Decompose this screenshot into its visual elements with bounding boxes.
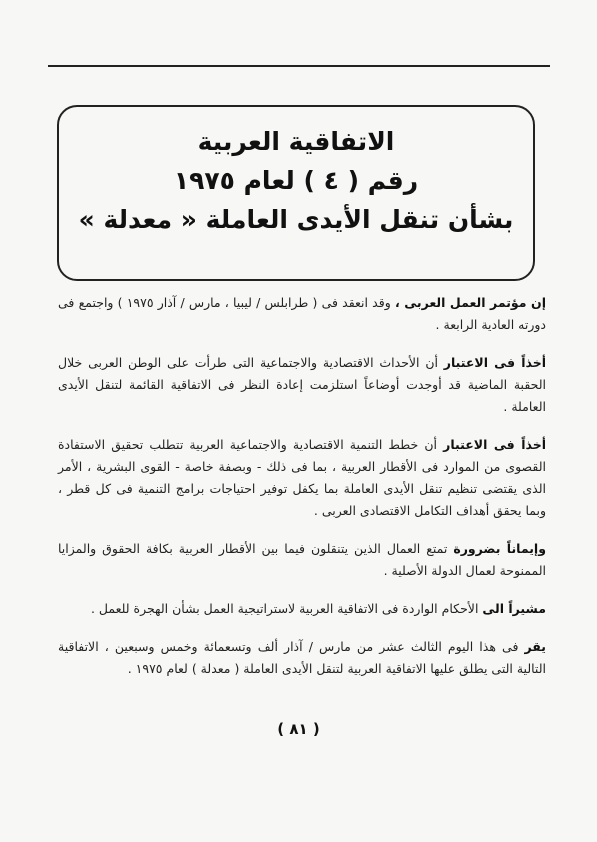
paragraph-3 <box>58 434 546 522</box>
title-line-3: بشأن تنقل الأيدى العاملة « معدلة » <box>78 205 514 234</box>
paragraph-5 <box>58 598 546 620</box>
paragraph-lead: وإيماناً بضرورة <box>453 541 546 556</box>
title-line-2: رقم ( ٤ ) لعام ١٩٧٥ <box>173 166 419 195</box>
paragraph-lead: أخذاً فى الاعتبار <box>443 355 546 370</box>
paragraph-text: أن خطط التنمية الاقتصادية والاجتماعية العربية تتطلب تحقيق الاستفادة القصوى من الموارد فى الأقطار العربية ، بما فى ذلك - وبصفة خاصة - القوى البشرية ، الأمر الذى يقتضى تنظيم تنقل الأيدى العاملة بما يكفل توفير احتياجات برامج التنمية فى كل قطر ، وبما يحقق أهداف التكامل الاقتصادى العربى . <box>58 437 546 518</box>
title-box <box>57 105 535 281</box>
paragraph-lead: أخذاً فى الاعتبار <box>443 437 546 452</box>
paragraph-4 <box>58 538 546 582</box>
paragraph-text: فى هذا اليوم الثالث عشر من مارس / آذار ألف وتسعمائة وخمس وسبعين ، الاتفاقية التالية التى يطلق عليها الاتفاقية العربية لتنقل الأيدى العاملة ( معدلة ) لعام ١٩٧٥ . <box>58 639 546 676</box>
title-line-1: الاتفاقية العربية <box>197 127 395 156</box>
top-rule <box>48 65 550 67</box>
paragraph-lead: مشيراً الى <box>482 601 546 616</box>
paragraph-text: تمتع العمال الذين يتنقلون فيما بين الأقطار العربية بكافة الحقوق والمزايا الممنوحة لعمال الدولة الأصلية . <box>58 541 546 578</box>
paragraph-1 <box>58 292 546 336</box>
page-number: ( ٨١ ) <box>277 720 320 738</box>
body-text <box>58 292 546 696</box>
paragraph-text: أن الأحداث الاقتصادية والاجتماعية التى طرأت على الوطن العربى خلال الحقبة الماضية قد أوجدت أوضاعاً استلزمت إعادة النظر فى الاتفاقية القائمة لتنقل الأيدى العاملة . <box>58 355 546 414</box>
paragraph-2 <box>58 352 546 418</box>
paragraph-lead: يقر <box>524 639 546 654</box>
paragraph-lead: إن مؤتمر العمل العربى ، <box>394 295 546 310</box>
paragraph-text: الأحكام الواردة فى الاتفاقية العربية لاستراتيجية العمل بشأن الهجرة للعمل . <box>90 601 483 616</box>
paragraph-text: وقد انعقد فى ( طرابلس / ليبيا ، مارس / آذار ١٩٧٥ ) واجتمع فى دورته العادية الرابعة . <box>58 295 546 332</box>
paragraph-6 <box>58 636 546 680</box>
